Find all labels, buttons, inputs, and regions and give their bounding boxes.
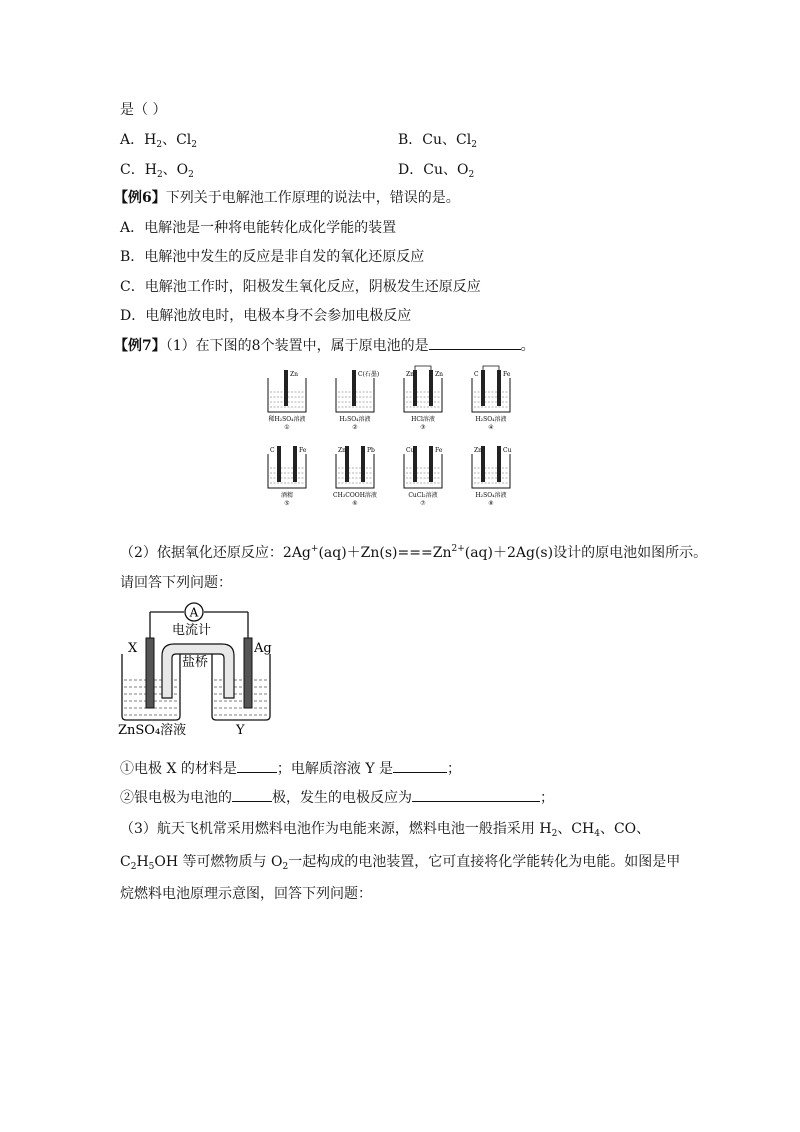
answer-blank[interactable]: [393, 760, 447, 773]
electrode-label: Zn: [474, 447, 483, 454]
electrode-label: Fe: [299, 447, 307, 454]
ex7-tag: 【例7】: [114, 338, 166, 354]
answer-blank[interactable]: [412, 789, 540, 802]
ex7-part3-line3: 烷燃料电池原理示意图，回答下列问题：: [120, 886, 372, 902]
electrode-label: Cu: [503, 447, 512, 454]
device-number: ⑧: [488, 500, 494, 507]
ex7-q1: ①电极 X 的材料是 ；电解质溶液 Y 是 ；: [120, 761, 462, 777]
q5-option-c[interactable]: C．$H_2$、$O_2$: [120, 162, 194, 180]
electrode: [429, 370, 433, 406]
ex7-part2-reaction: （2）依据氧化还原反应：$2Ag^+(aq)+Zn(s)===Zn^{2+}(aq)+2Ag(s)$设计的原电池如图所示。: [120, 544, 708, 561]
electrode-ag: [244, 638, 252, 708]
galvanic-cell-diagram: [118, 598, 278, 738]
electrode-label: Fe: [503, 371, 511, 378]
electrode: [361, 446, 365, 482]
device-number: ③: [420, 424, 426, 431]
solution-label: HCl溶液: [411, 416, 435, 423]
left-electrode-label: X: [128, 641, 138, 656]
electrode: [497, 370, 501, 406]
electrode: [429, 446, 433, 482]
electrode-label: Zn: [406, 371, 415, 378]
electrode-label: Cu: [406, 447, 415, 454]
solution-label: CuCl₂溶液: [408, 492, 438, 499]
electrode: [481, 370, 485, 406]
q5-option-a[interactable]: A．$H_2$、$Cl_2$: [120, 132, 198, 150]
ex7-part1: 【例7】（1）在下图的8个装置中，属于原电池的是 。: [114, 338, 535, 354]
beaker-device: [404, 366, 443, 431]
ex7-part2-prompt: 请回答下列问题：: [120, 575, 232, 591]
electrode-label: Pb: [367, 447, 375, 454]
q5-stem-end: 是（ ）: [120, 102, 167, 118]
beaker-device: [268, 370, 306, 431]
electrode: [284, 370, 288, 406]
electrode-label: C: [474, 371, 479, 378]
ex6-tag: 【例6】: [114, 190, 166, 206]
answer-blank[interactable]: [232, 789, 272, 802]
q5-option-d[interactable]: D．Cu、$O_2$: [398, 162, 475, 180]
device-number: ②: [352, 424, 358, 431]
beaker-device: [268, 446, 307, 507]
electrode-label: C: [270, 447, 275, 454]
wire: [415, 366, 431, 370]
salt-bridge-label: 盐桥: [182, 655, 209, 670]
ex6-option-a[interactable]: A．电解池是一种将电能转化成化学能的装置: [120, 220, 397, 236]
solution-label: H₂SO₄溶液: [475, 416, 507, 423]
galvanic-devices-figure: [262, 364, 534, 514]
solution-label: 稀H₂SO₄溶液: [268, 416, 306, 423]
ammeter-label: 电流计: [172, 623, 212, 638]
solution-label: CH₃COOH溶液: [333, 492, 377, 499]
electrode-label: Fe: [435, 447, 443, 454]
ex6-option-d[interactable]: D．电解池放电时，电极本身不会参加电极反应: [120, 308, 412, 324]
answer-blank[interactable]: [237, 760, 277, 773]
electrode-label: Zn: [338, 447, 347, 454]
device-number: ⑦: [420, 500, 426, 507]
solution-label: H₂SO₄溶液: [339, 416, 371, 423]
ex7-q2: ②银电极为电池的 极，发生的电极反应为 ；: [120, 790, 554, 806]
device-number: ⑥: [352, 500, 358, 507]
solution-label: H₂SO₄溶液: [475, 492, 507, 499]
ex6-option-b[interactable]: B．电解池中发生的反应是非自发的氧化还原反应: [120, 249, 425, 265]
right-electrode-label: Ag: [254, 641, 272, 656]
right-solution-label: Y: [236, 723, 245, 738]
device-number: ①: [284, 424, 290, 431]
electrode-x: [146, 638, 154, 708]
q5-option-b[interactable]: B．Cu、$Cl_2$: [398, 132, 477, 150]
beaker-device: [333, 446, 377, 507]
wire: [483, 366, 499, 370]
electrode: [293, 446, 297, 482]
ammeter-symbol: A: [189, 605, 199, 620]
ex7-part3-line1: （3）航天飞机常采用燃料电池作为电能来源，燃料电池一般指采用 $H_2$、$CH_4$、CO、: [120, 821, 651, 839]
electrode: [497, 446, 501, 482]
salt-bridge: [162, 644, 234, 698]
device-number: ⑤: [284, 500, 290, 507]
beaker-device: [404, 446, 443, 507]
beaker-device: [472, 446, 512, 507]
beaker-device: [472, 366, 511, 431]
electrode: [277, 446, 281, 482]
ex6-stem: 【例6】下列关于电解池工作原理的说法中，错误的是。: [114, 190, 460, 206]
left-solution-label: ZnSO₄溶液: [118, 723, 187, 738]
ex7-part3-line2: $C_2H_5OH$ 等可燃物质与 $O_2$一起构成的电池装置，它可直接将化学能转化为电能。如图是甲: [120, 854, 681, 872]
ex6-option-c[interactable]: C．电解池工作时，阳极发生氧化反应，阴极发生还原反应: [120, 279, 481, 295]
device-number: ④: [488, 424, 494, 431]
solution-label: 酒精: [280, 492, 294, 499]
answer-blank[interactable]: [429, 337, 521, 350]
electrode-label: Zn: [435, 371, 444, 378]
electrode-label: C(石墨): [358, 371, 380, 378]
electrode: [352, 370, 356, 406]
electrode-label: Zn: [290, 371, 299, 378]
beaker-device: [336, 370, 379, 431]
